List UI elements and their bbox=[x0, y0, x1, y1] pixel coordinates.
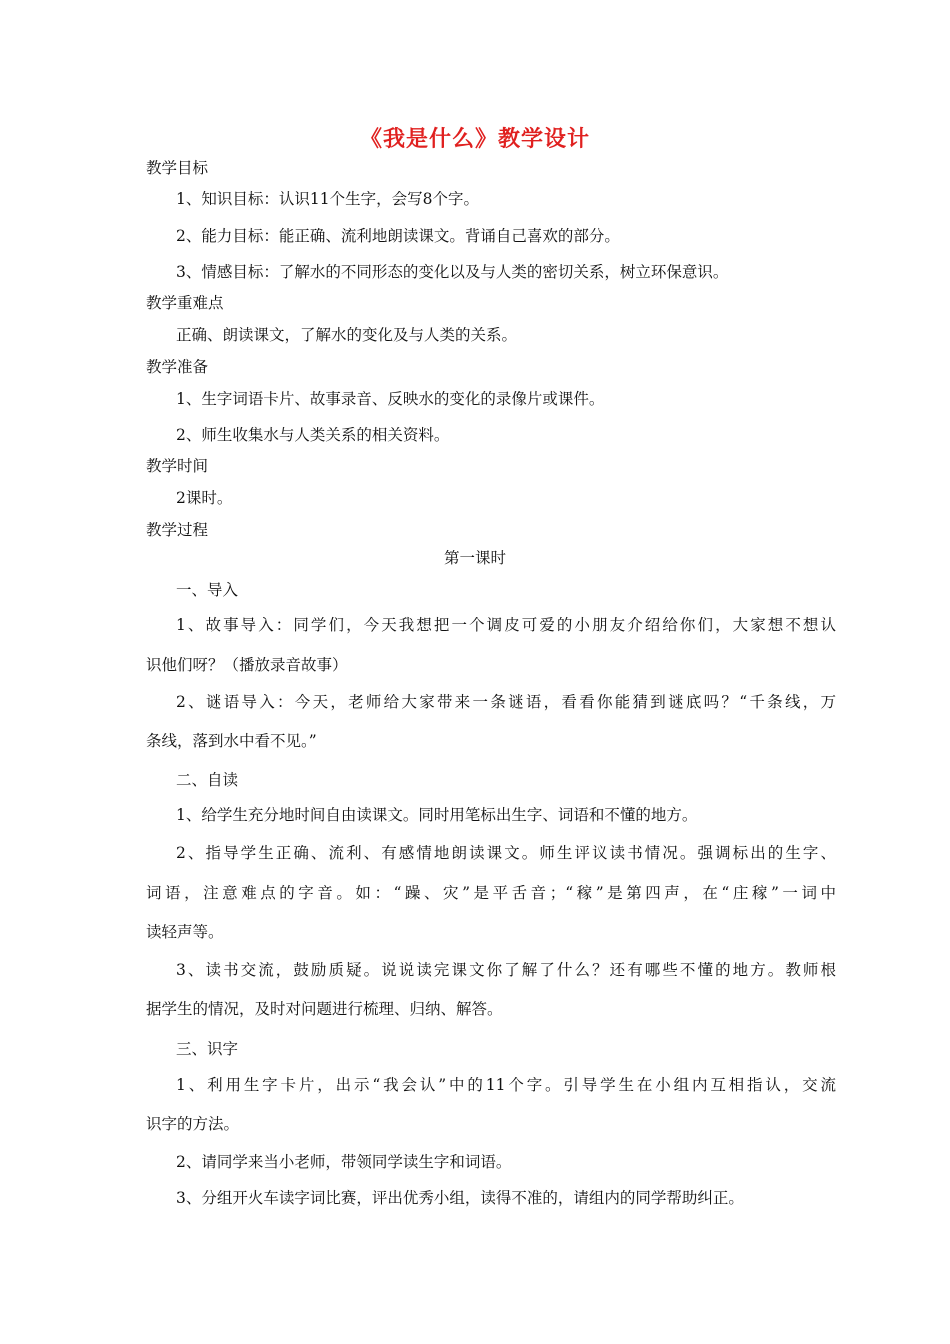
paragraph: 1、生字词语卡片、故事录音、反映水的变化的录像片或课件。 bbox=[176, 390, 605, 408]
paragraph: 识他们呀？（播放录音故事） bbox=[146, 656, 348, 674]
section-heading-process: 教学过程 bbox=[146, 521, 209, 539]
paragraph: 1、故事导入：同学们，今天我想把一个调皮可爱的小朋友介绍给你们，大家想不想认 bbox=[176, 616, 836, 634]
paragraph: 2、师生收集水与人类关系的相关资料。 bbox=[176, 426, 450, 444]
subsection-heading: 二、自读 bbox=[176, 771, 239, 789]
paragraph: 2、能力目标：能正确、流利地朗读课文。背诵自己喜欢的部分。 bbox=[176, 227, 620, 245]
paragraph: 读轻声等。 bbox=[146, 923, 224, 941]
paragraph: 识字的方法。 bbox=[146, 1115, 240, 1133]
subsection-heading: 一、导入 bbox=[176, 581, 239, 599]
paragraph: 2、指导学生正确、流利、有感情地朗读课文。师生评议读书情况。强调标出的生字、 bbox=[176, 844, 836, 862]
section-heading-objectives: 教学目标 bbox=[146, 159, 209, 177]
paragraph: 1、知识目标：认识11个生字，会写8个字。 bbox=[176, 190, 479, 208]
paragraph: 3、情感目标：了解水的不同形态的变化以及与人类的密切关系，树立环保意识。 bbox=[176, 263, 729, 281]
lesson-heading: 第一课时 bbox=[443, 549, 506, 567]
section-heading-preparation: 教学准备 bbox=[146, 358, 209, 376]
paragraph: 据学生的情况，及时对问题进行梳理、归纳、解答。 bbox=[146, 1000, 503, 1018]
paragraph: 词语，注意难点的字音。如：“躁、灾”是平舌音；“稼”是第四声，在“庄稼”一词中 bbox=[146, 884, 836, 902]
paragraph: 条线，落到水中看不见。” bbox=[146, 732, 317, 750]
paragraph: 1、利用生字卡片，出示“我会认”中的11个字。引导学生在小组内互相指认，交流 bbox=[176, 1076, 836, 1094]
document-title: 《我是什么》教学设计 bbox=[359, 127, 590, 152]
paragraph: 2课时。 bbox=[176, 489, 233, 507]
section-heading-key-points: 教学重难点 bbox=[146, 294, 224, 312]
section-heading-time: 教学时间 bbox=[146, 457, 209, 475]
paragraph: 1、给学生充分地时间自由读课文。同时用笔标出生字、词语和不懂的地方。 bbox=[176, 806, 698, 824]
paragraph: 3、读书交流，鼓励质疑。说说读完课文你了解了什么？还有哪些不懂的地方。教师根 bbox=[176, 961, 836, 979]
paragraph: 3、分组开火车读字词比赛，评出优秀小组，读得不准的，请组内的同学帮助纠正。 bbox=[176, 1189, 744, 1207]
paragraph: 正确、朗读课文，了解水的变化及与人类的关系。 bbox=[176, 326, 518, 344]
subsection-heading: 三、识字 bbox=[176, 1040, 239, 1058]
paragraph: 2、请同学来当小老师，带领同学读生字和词语。 bbox=[176, 1153, 512, 1171]
paragraph: 2、谜语导入：今天，老师给大家带来一条谜语，看看你能猜到谜底吗？“千条线，万 bbox=[176, 693, 836, 711]
